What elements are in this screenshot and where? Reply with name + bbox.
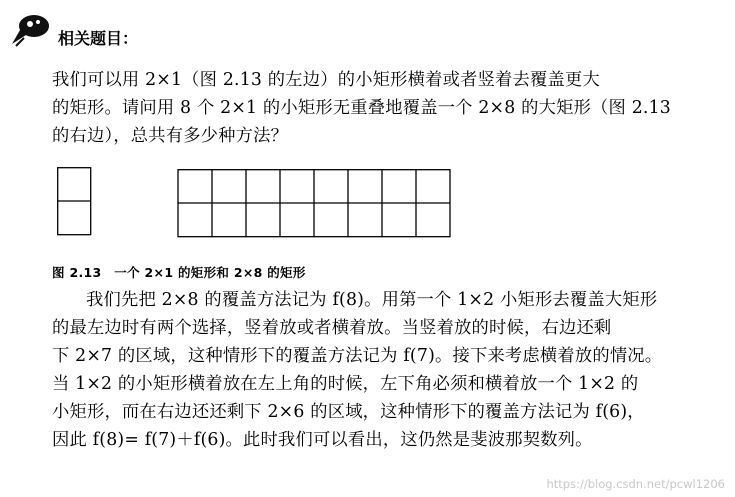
figure-caption: 图 2.13 一个 2×1 的矩形和 2×8 的矩形 (52, 265, 306, 280)
explanation-line: 当 1×2 的小矩形横着放在左上角的时候，左下角必须和横着放一个 1×2 的 (52, 374, 639, 394)
problem-line: 的右边），总共有多少种方法？ (52, 126, 289, 146)
problem-paragraph (52, 66, 722, 150)
explanation-line: 我们先把 2×8 的覆盖方法记为 f(8)。用第一个 1×2 小矩形去覆盖大矩形 (86, 290, 658, 310)
explanation-line: 因此 f(8)= f(7)＋f(6)。此时我们可以看出，这仍然是斐波那契数列。 (52, 430, 593, 450)
small-rectangle-2x1 (58, 168, 91, 235)
pen-nib-icon (10, 10, 52, 50)
explanation-line: 下 2×7 的区域，这种情形下的覆盖方法记为 f(7)。接下来考虑横着放的情况。 (52, 346, 663, 366)
section-title: 相关题目： (58, 28, 139, 48)
problem-line: 我们可以用 2×1（图 2.13 的左边）的小矩形横着或者竖着去覆盖更大 (52, 70, 600, 90)
section-header (10, 10, 138, 50)
watermark: https://blog.csdn.net/pcwl1206 (546, 477, 725, 491)
big-rectangle-2x8 (178, 170, 450, 237)
explanation-line: 小矩形，而在右边还还剩下 2×6 的区域，这种情形下的覆盖方法记为 f(6)， (52, 402, 645, 422)
explanation-line: 的最左边时有两个选择，竖着放或者横着放。当竖着放的时候，右边还剩 (52, 318, 612, 338)
problem-line: 的矩形。请问用 8 个 2×1 的小矩形无重叠地覆盖一个 2×8 的大矩形（图 2.13 (52, 98, 671, 118)
figure-2-13 (57, 167, 477, 239)
explanation-paragraph (52, 286, 722, 454)
